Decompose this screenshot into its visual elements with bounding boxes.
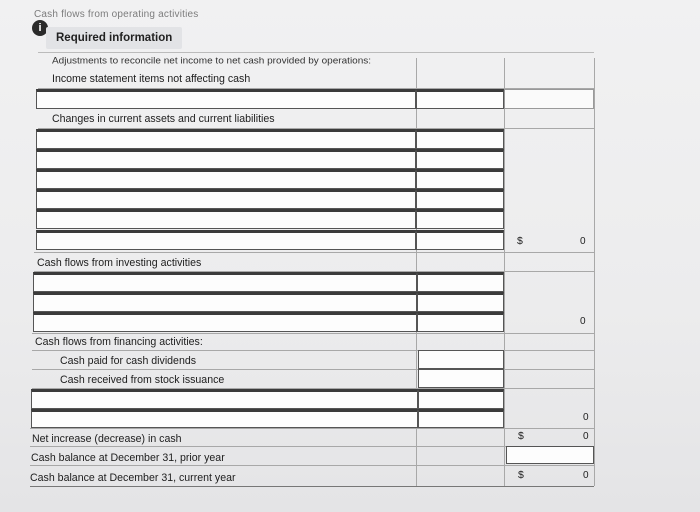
investing-description-input[interactable] [33,312,417,332]
net-increase-dollar: $ [518,430,524,442]
financing-label: Cash flows from financing activities: [35,336,203,348]
adjustments-heading: Adjustments to reconcile net income to net cash provided by operations: [52,56,372,67]
row-divider [30,465,594,466]
income-item-amount-input[interactable] [416,89,504,109]
net-increase-label: Net increase (decrease) in cash [32,433,182,445]
current-change-amount-input[interactable] [416,230,504,250]
current-changes-label: Changes in current assets and current liabilities [52,113,275,125]
current-change-amount-input[interactable] [416,129,504,149]
net-increase-value: 0 [583,431,589,442]
prior-year-balance-label: Cash balance at December 31, prior year [31,452,225,464]
row-divider [32,369,594,370]
row-divider [32,333,594,334]
investing-total-value: 0 [580,316,586,327]
income-item-total-cell [504,89,594,109]
current-change-description-input[interactable] [36,230,416,250]
current-year-balance-label: Cash balance at December 31, current year [30,472,236,484]
current-change-description-input[interactable] [36,149,416,169]
row-divider [32,350,594,351]
current-change-amount-input[interactable] [416,149,504,169]
dividends-label: Cash paid for cash dividends [60,355,197,367]
current-year-balance-dollar: $ [518,469,524,481]
financing-total-value: 0 [583,412,589,423]
current-change-amount-input[interactable] [416,189,504,209]
income-items-label: Income statement items not affecting cash [52,73,251,85]
breadcrumb: Cash flows from operating activities [34,9,199,20]
prior-year-balance-input[interactable] [506,446,594,464]
operating-total-dollar: $ [517,235,523,247]
grid-column-divider [504,58,505,486]
current-change-amount-input[interactable] [416,169,504,189]
investing-label: Cash flows from investing activities [37,257,202,269]
operating-total-value: 0 [580,236,586,247]
current-change-description-input[interactable] [36,129,416,149]
grid-column-divider [594,58,595,486]
current-year-balance-value: 0 [583,470,589,481]
stock-issuance-label: Cash received from stock issuance [60,374,225,386]
financing-amount-input[interactable] [418,409,504,428]
financing-description-input[interactable] [31,389,418,409]
row-divider [30,428,594,429]
table-bottom-border [30,486,594,487]
investing-amount-input[interactable] [417,312,504,332]
row-divider [34,252,594,253]
required-information-tab[interactable]: Required information [46,27,182,49]
info-icon[interactable]: i [32,20,48,36]
investing-description-input[interactable] [33,272,417,292]
investing-amount-input[interactable] [417,272,504,292]
financing-description-input[interactable] [31,409,418,428]
investing-amount-input[interactable] [417,292,504,312]
table-top-border [38,52,594,53]
current-change-amount-input[interactable] [416,209,504,229]
investing-description-input[interactable] [33,292,417,312]
current-change-description-input[interactable] [36,169,416,189]
income-item-description-input[interactable] [36,89,416,109]
financing-amount-input[interactable] [418,389,504,409]
dividends-amount-input[interactable] [418,350,504,369]
current-change-description-input[interactable] [36,209,416,229]
current-change-description-input[interactable] [36,189,416,209]
stock-issuance-amount-input[interactable] [418,369,504,388]
